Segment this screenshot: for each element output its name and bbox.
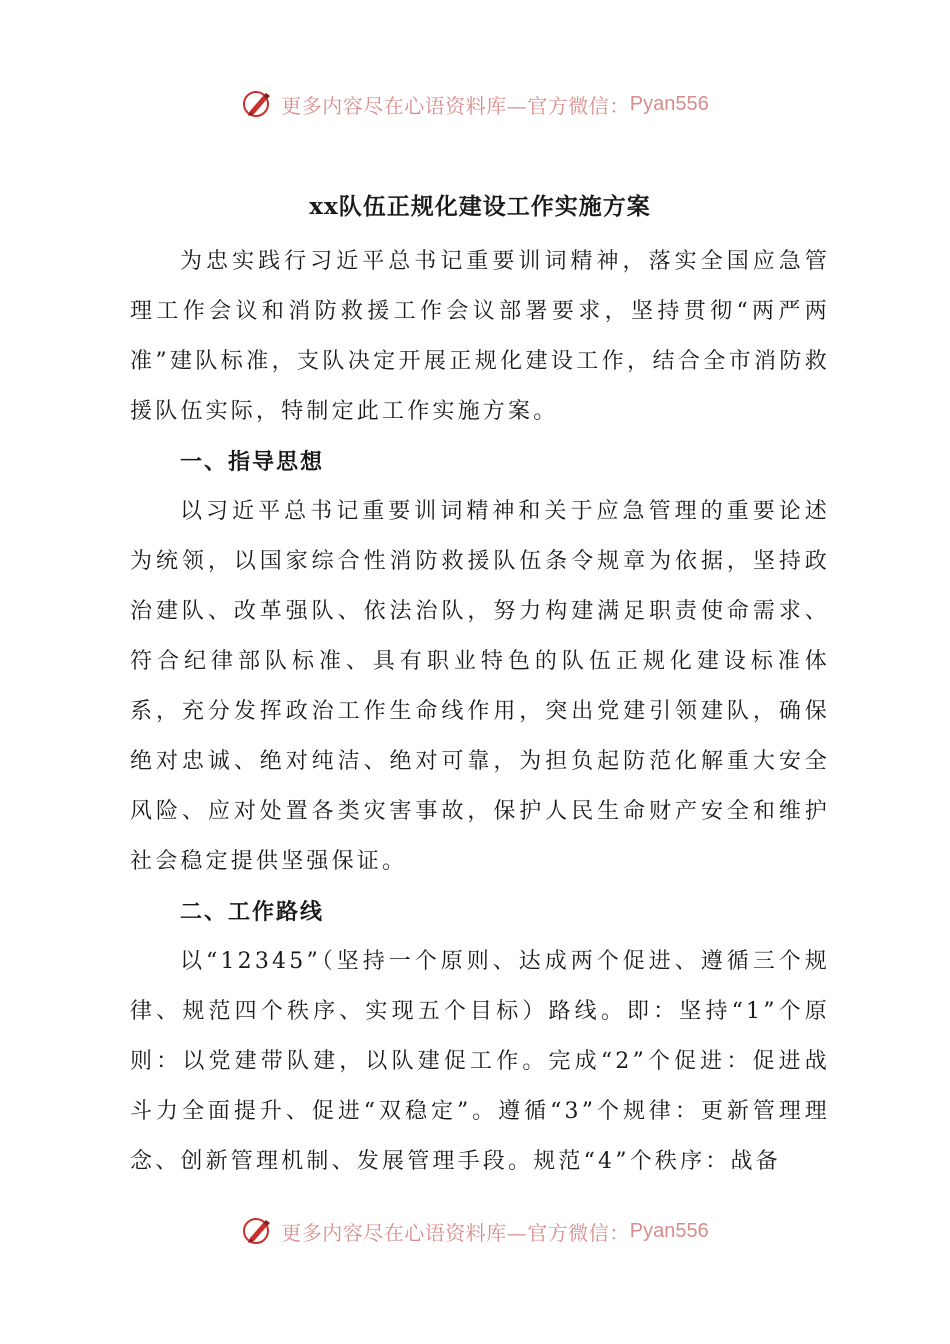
banner-text: 更多内容尽在心语资料库—官方微信： (281, 93, 630, 118)
section-heading: 一、指导思想 (180, 449, 325, 475)
section-heading: 二、工作路线 (180, 899, 325, 925)
section-paragraph: 以习近平总书记重要训词精神和关于应急管理的重要论述为统领，以国家综合性消防救援队伍条令规章为依据，坚持政治建队、改革强队、依法治队，努力构建满足职责使命需求、符合纪律部队标准、具有职业特色的队伍正规化建设标准体系，充分发挥政治工作生命线作用，突出党建引领建队，确保绝对忠诚、绝对纯洁、绝对可靠，为担负起防范化解重大安全风险、应对处置各类灾害事故，保护人民生命财产安全和维护社会稳定提供坚强保证。 (130, 499, 830, 874)
pen-logo-icon (241, 1214, 275, 1248)
header-banner (0, 84, 950, 124)
pen-logo-icon (241, 87, 275, 121)
banner-text: 更多内容尽在心语资料库—官方微信： (281, 1220, 630, 1245)
banner-wechat-handle: Pyan556 (629, 92, 709, 115)
footer-banner (0, 1211, 950, 1251)
section-paragraph: 以“12345”（坚持一个原则、达成两个促进、遵循三个规律、规范四个秩序、实现五个目标）路线。即：坚持“1”个原则：以党建带队建，以队建促工作。完成“2”个促进：促进战斗力全面提升、促进“双稳定”。遵循“3”个规律：更新管理理念、创新管理机制、发展管理手段。规范“4”个秩序：战备 (130, 949, 830, 1174)
document-title: xx队伍正规化建设工作实施方案 (309, 193, 651, 220)
intro-paragraph: 为忠实践行习近平总书记重要训词精神，落实全国应急管理工作会议和消防救援工作会议部署要求，坚持贯彻“两严两准”建队标准，支队决定开展正规化建设工作，结合全市消防救援队伍实际，特制定此工作实施方案。 (130, 249, 830, 424)
document-body (130, 187, 830, 1187)
banner-wechat-handle: Pyan556 (629, 1219, 709, 1242)
